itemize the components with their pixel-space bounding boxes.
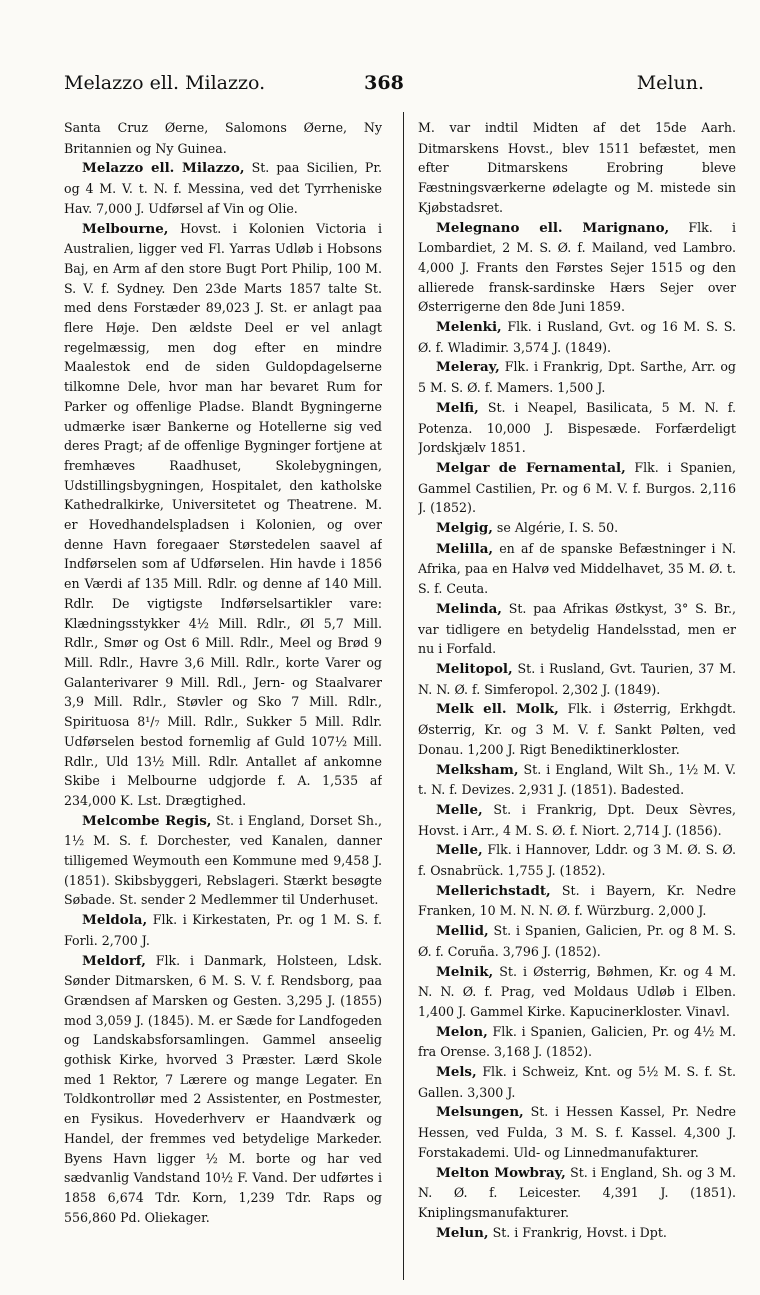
entry-text: St. i Frankrig, Dpt. Deux Sèvres, Hovst. i Arr., 4 M. S. Ø. f. Niort. 2,714 J. (1856). [418, 801, 736, 838]
column-divider [403, 112, 404, 1280]
entry-headword: Melle, [436, 842, 483, 859]
dictionary-entry [418, 699, 736, 759]
dictionary-entry [418, 1163, 736, 1223]
entry-text: Flk. i Hannover, Lddr. og 3 M. Ø. S. Ø. f. Osnabrück. 1,755 J. (1852). [418, 842, 736, 879]
header-right-catchword: Melun. [636, 72, 704, 94]
dictionary-entry [418, 881, 736, 921]
dictionary-entry [64, 811, 382, 911]
entry-headword: Mellerichstadt, [436, 882, 551, 899]
dictionary-entry [418, 800, 736, 840]
dictionary-entry [418, 962, 736, 1022]
dictionary-entry [64, 118, 382, 158]
page-header [64, 72, 704, 100]
entry-headword: Melgig, [436, 520, 493, 537]
entry-headword: Melazzo ell. Milazzo, [82, 160, 245, 177]
entry-text: St. i Hessen Kassel, Pr. Nedre Hessen, ved Fulda, 3 M. S. f. Kassel. 4,300 J. Forstakademi. Uld- og Linnedmanufakturer. [418, 1104, 736, 1160]
entry-headword: Meldola, [82, 912, 148, 929]
entry-text: St. i England, Sh. og 3 M. N. Ø. f. Leicester. 4,391 J. (1851). Kniplingsmanufakturer. [418, 1164, 736, 1220]
entry-text: Hovst. i Kolonien Victoria i Australien, ligger ved Fl. Yarras Udløb i Hobsons Baj, en Arm af den store Bugt Port Philip, 100 M. S. V. f. Sydney. Den 23de Marts 1857 talte St. med dens Forstæder 89,023 J. St. er anlagt paa flere Høje. Den ældste Deel er vel anlagt regelmæssig, men dog efter en mindre Maalestok end de siden Guldopdagelserne tilkomne Dele, hvor man har bevaret Rum for Parker og offenlige Pladse. Blandt Bygningerne udmærke især Bankerne og Hotellerne sig ved deres Pragt; af de offenlige Bygninger fortjene at fremhæves Raadhuset, Skolebygningen, Udstillingsbygningen, Hospitalet, den katholske Kathedralkirke, Universitetet og Theatrene. M. er Hovedhandelspladsen i Kolonien, og over denne Havn foregaaer Størstedelen saavel af Indførselen som af Udførselen. Hin havde i 1856 en Værdi af 135 Mill. Rdlr. og denne af 140 Mill. Rdlr. De vigtigste Indførselsartikler vare: Klædningsstykker 4½ Mill. Rdlr., Øl 5,7 Mill. Rdlr., Smør og Ost 6 Mill. Rdlr., Meel og Brød 9 Mill. Rdlr., Havre 3,6 Mill. Rdlr., korte Varer og Galanterivarer 9 Mill. Rdl., Jern- og Staalvarer 3,9 Mill. Rdlr., Støvler og Sko 7 Mill. Rdlr., Spirituosa 8¹/₇ Mill. Rdlr., Sukker 5 Mill. Rdlr. Udførselen bestod fornemlig af Guld 107½ Mill. Rdlr., Uld 13½ Mill. Rdlr. Antallet af ankomne Skibe i Melbourne udgjorde f. A. 1,535 af 234,000 K. Lst. Drægtighed. [64, 220, 382, 808]
entry-headword: Melk ell. Molk, [436, 701, 559, 718]
entry-headword: Meldorf, [82, 952, 146, 969]
entry-text: St. i Neapel, Basilicata, 5 M. N. f. Potenza. 10,000 J. Bispesæde. Forfærdeligt Jordskjælv 1851. [418, 399, 736, 456]
entry-text: en af de spanske Befæstninger i N. Afrika, paa en Halvø ved Middelhavet, 35 M. Ø. t. S. f. Ceuta. [418, 540, 736, 597]
entry-text: St. i Frankrig, Hovst. i Dpt. [488, 1224, 667, 1240]
entry-text: St. i Rusland, Gvt. Taurien, 37 M. N. N. Ø. f. Simferopol. 2,302 J. (1849). [418, 660, 736, 697]
entry-text: M. var indtil Midten af det 15de Aarh. Ditmarskens Hovst., blev 1511 befæstet, men efter Ditmarskens Erobring bleve Fæstningsværkerne ødelagte og M. mistede sin Kjøbstadsret. [418, 120, 736, 215]
entry-text: St. i Bayern, Kr. Nedre Franken, 10 M. N. N. Ø. f. Würzburg. 2,000 J. [418, 882, 736, 919]
entry-text: St. i Østerrig, Bøhmen, Kr. og 4 M. N. N. Ø. f. Prag, ved Moldaus Udløb i Elben. 1,400 J. Gammel Kirke. Kapucinerkloster. Vinavl. [418, 963, 736, 1019]
left-column [64, 118, 382, 1278]
entry-headword: Melon, [436, 1023, 488, 1040]
entry-text: Flk. i Kirkestaten, Pr. og 1 M. S. f. Forli. 2,700 J. [64, 912, 382, 948]
entry-text: Flk. i Lombardiet, 2 M. S. Ø. f. Mailand, ved Lambro. 4,000 J. Frants den Førstes Sejer 1515 og den allierede fransk-sardinske Hærs Sejer over Østerrigerne den 8de Juni 1859. [418, 219, 736, 315]
header-left-catchword: Melazzo ell. Milazzo. [64, 72, 266, 94]
entry-text: St. paa Sicilien, Pr. og 4 M. V. t. N. f. Messina, ved det Tyrrheniske Hav. 7,000 J. Udførsel af Vin og Olie. [64, 160, 382, 216]
entry-text: Flk. i Østerrig, Erkhgdt. Østerrig, Kr. og 3 M. V. f. Sankt Pølten, ved Donau. 1,200 J. Rigt Benediktinerkloster. [418, 701, 736, 757]
dictionary-entry [64, 219, 382, 811]
entry-text: St. i Spanien, Galicien, Pr. og 8 M. S. Ø. f. Coruña. 3,796 J. (1852). [418, 923, 736, 959]
dictionary-entry [64, 158, 382, 218]
entry-text: Flk. i Frankrig, Dpt. Sarthe, Arr. og 5 M. S. Ø. f. Mamers. 1,500 J. [418, 359, 736, 396]
entry-headword: Melksham, [436, 761, 519, 778]
entry-text: Flk. i Danmark, Holsteen, Ldsk. Sønder Ditmarsken, 6 M. S. V. f. Rendsborg, paa Grændsen af Marsken og Gesten. 3,295 J. (1855) mod 3,059 J. (1845). M. er Sæde for Landfogeden og Landskabsforsamlingen. Gammel anseelig gothisk Kirke, hvorved 3 Præster. Lærd Skole med 1 Rektor, 7 Lærere og mange Legater. En Toldkontrollør med 2 Assistenter, en Postmester, en Fysikus. Hovederhverv er Haandværk og Handel, der fremmes ved betydelige Markeder. Byens Havn ligger ½ M. borte og har ved sædvanlig Vandstand 10½ F. Vand. Der udførtes i 1858 6,674 Tdr. Korn, 1,239 Tdr. Raps og 556,860 Pd. Oliekager. [64, 952, 382, 1225]
entry-text: St. i England, Dorset Sh., 1½ M. S. f. Dorchester, ved Kanalen, danner tilligemed Weymouth een Kommune med 9,458 J. (1851). Skibsbyggeri, Rebslageri. Stærkt besøgte Søbade. St. sender 2 Medlemmer til Underhuset. [64, 812, 382, 908]
dictionary-entry [64, 951, 382, 1228]
entry-headword: Melle, [436, 801, 483, 818]
entry-headword: Melenki, [436, 319, 502, 336]
entry-headword: Mels, [436, 1064, 477, 1081]
dictionary-entry [418, 218, 736, 318]
entry-headword: Meleray, [436, 359, 500, 376]
dictionary-entry [418, 518, 736, 539]
entry-headword: Melnik, [436, 963, 494, 980]
dictionary-entry [418, 357, 736, 397]
dictionary-entry [418, 1022, 736, 1062]
entry-headword: Melfi, [436, 399, 479, 416]
entry-headword: Melun, [436, 1224, 489, 1241]
dictionary-entry [418, 840, 736, 880]
dictionary-entry [418, 118, 736, 218]
dictionary-entry [418, 1102, 736, 1162]
dictionary-entry [418, 317, 736, 357]
dictionary-entry [418, 760, 736, 800]
entry-headword: Melilla, [436, 540, 494, 557]
dictionary-entry [418, 539, 736, 599]
dictionary-entry [418, 458, 736, 518]
entry-text: Santa Cruz Øerne, Salomons Øerne, Ny Britannien og Ny Guinea. [64, 120, 382, 156]
dictionary-entry [418, 1062, 736, 1102]
entry-text: Flk. i Spanien, Galicien, Pr. og 4½ M. fra Orense. 3,168 J. (1852). [418, 1023, 736, 1060]
entry-headword: Melcombe Regis, [82, 812, 212, 829]
entry-headword: Melegnano ell. Marignano, [436, 219, 670, 236]
dictionary-entry [418, 659, 736, 699]
dictionary-entry [418, 921, 736, 961]
right-column [418, 118, 736, 1278]
entry-headword: Melitopol, [436, 660, 513, 677]
entry-text: Flk. i Schweiz, Knt. og 5½ M. S. f. St. Gallen. 3,300 J. [418, 1064, 736, 1100]
page-number: 368 [364, 72, 404, 94]
entry-text: se Algérie, I. S. 50. [492, 520, 619, 536]
dictionary-entry [64, 910, 382, 950]
entry-headword: Melbourne, [82, 220, 169, 237]
entry-text: Flk. i Rusland, Gvt. og 16 M. S. S. Ø. f. Wladimir. 3,574 J. (1849). [418, 319, 736, 355]
entry-headword: Mellid, [436, 923, 489, 940]
entry-headword: Melinda, [436, 600, 502, 617]
entry-text: St. paa Afrikas Østkyst, 3° S. Br., var tidligere en betydelig Handelsstad, men er nu i Forfald. [418, 600, 736, 657]
dictionary-entry [418, 398, 736, 458]
dictionary-entry [418, 1223, 736, 1244]
entry-text: St. i England, Wilt Sh., 1½ M. V. t. N. f. Devizes. 2,931 J. (1851). Badested. [418, 761, 736, 798]
dictionary-entry [418, 599, 736, 659]
entry-headword: Melgar de Fernamental, [436, 459, 626, 476]
entry-headword: Melton Mowbray, [436, 1164, 566, 1181]
entry-headword: Melsungen, [436, 1104, 524, 1121]
entry-text: Flk. i Spanien, Gammel Castilien, Pr. og 6 M. V. f. Burgos. 2,116 J. (1852). [418, 459, 736, 516]
